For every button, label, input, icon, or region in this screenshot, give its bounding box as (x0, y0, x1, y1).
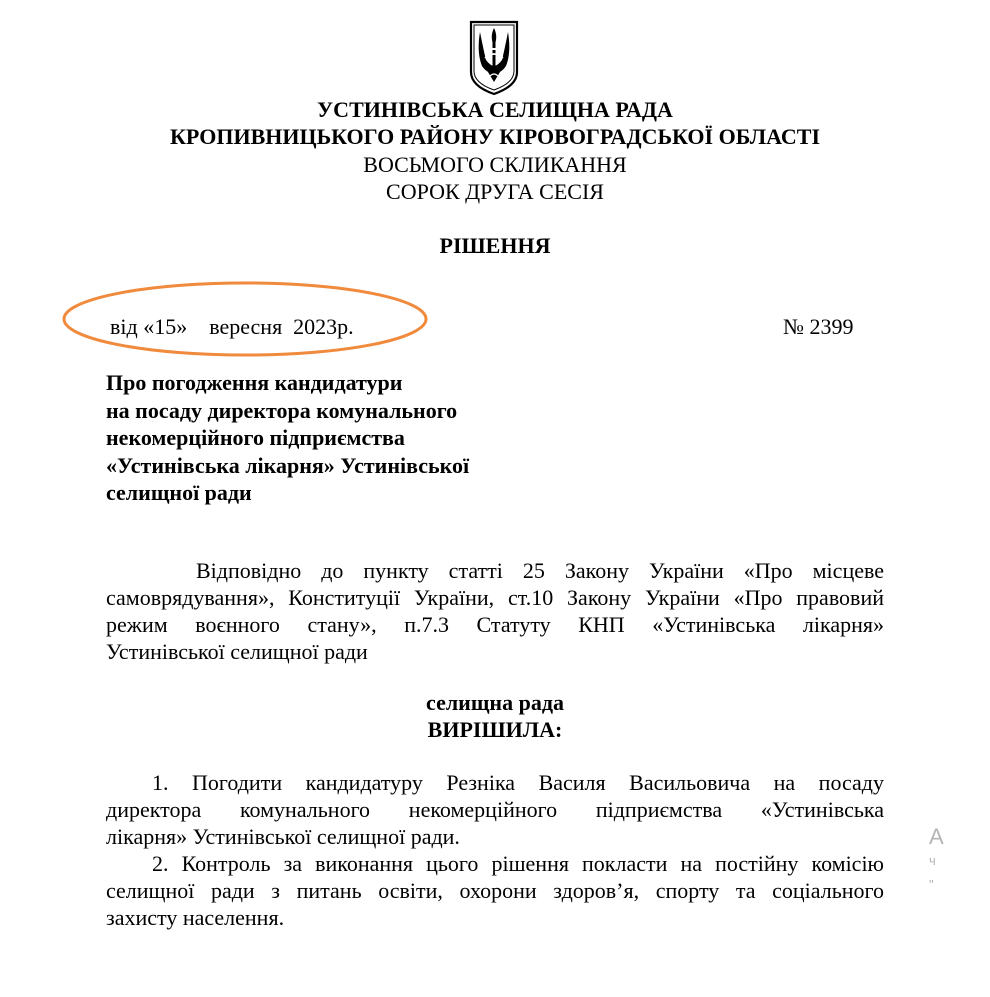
session: СОРОК ДРУГА СЕСІЯ (386, 179, 604, 204)
subject-line: некомерційного підприємства (106, 425, 405, 450)
item-line: 2. Контроль за виконання цього рішення покласти на постійну комісію (152, 851, 884, 876)
coat-of-arms-icon (468, 20, 520, 96)
council-name: УСТИНІВСЬКА СЕЛИЩНА РАДА (317, 97, 673, 122)
item-line: селищної ради з питань освіти, охорони здоров’я, спорту та соціального (106, 878, 884, 903)
decision-subject (106, 369, 469, 507)
preamble-paragraph (106, 557, 884, 665)
item-line: 1. Погодити кандидатуру Резніка Василя Васильовича на посаду (152, 770, 884, 795)
highlight-oval (60, 279, 430, 359)
subject-line: Про погодження кандидатури (106, 370, 403, 395)
cropped-edge-text: А (929, 824, 944, 849)
subject-line: «Устинівська лікарня» Устинівської (106, 452, 470, 478)
decision-date: від «15» вересня 2023р. (110, 314, 354, 339)
subject-line: селищної ради (106, 480, 252, 505)
resolution-item (106, 769, 884, 850)
preamble-line: самоврядування», Конституції України, ст.10 Закону України «Про правовий (106, 585, 884, 610)
preamble-line: Відповідно до пункту статті 25 Закону України «Про місцеве (196, 558, 884, 583)
preamble-line: Устинівської селищної ради (106, 639, 368, 664)
preamble-line: режим воєнного стану», п.7.3 Статуту КНП «Устинівська лікарня» (106, 612, 884, 637)
convocation: ВОСЬМОГО СКЛИКАННЯ (363, 152, 627, 177)
decision-number: № 2399 (783, 314, 854, 339)
document-type-title: РІШЕННЯ (439, 233, 551, 258)
district-name: КРОПИВНИЦЬКОГО РАЙОНУ КІРОВОГРАДСЬКОЇ ОБЛАСТІ (169, 124, 821, 149)
item-line: директора комунального некомерційного підприємства «Устинівська (106, 797, 884, 822)
resolution-item (106, 850, 884, 931)
cropped-edge-text: " (929, 877, 934, 892)
decided-label: ВИРІШИЛА: (427, 717, 563, 742)
council-label: селищна рада (426, 690, 564, 715)
cropped-edge-text: ч (929, 853, 936, 868)
subject-line: на посаду директора комунального (106, 397, 458, 423)
item-line: захисту населення. (106, 905, 285, 930)
item-line: лікарня» Устинівської селищної ради. (106, 824, 460, 849)
